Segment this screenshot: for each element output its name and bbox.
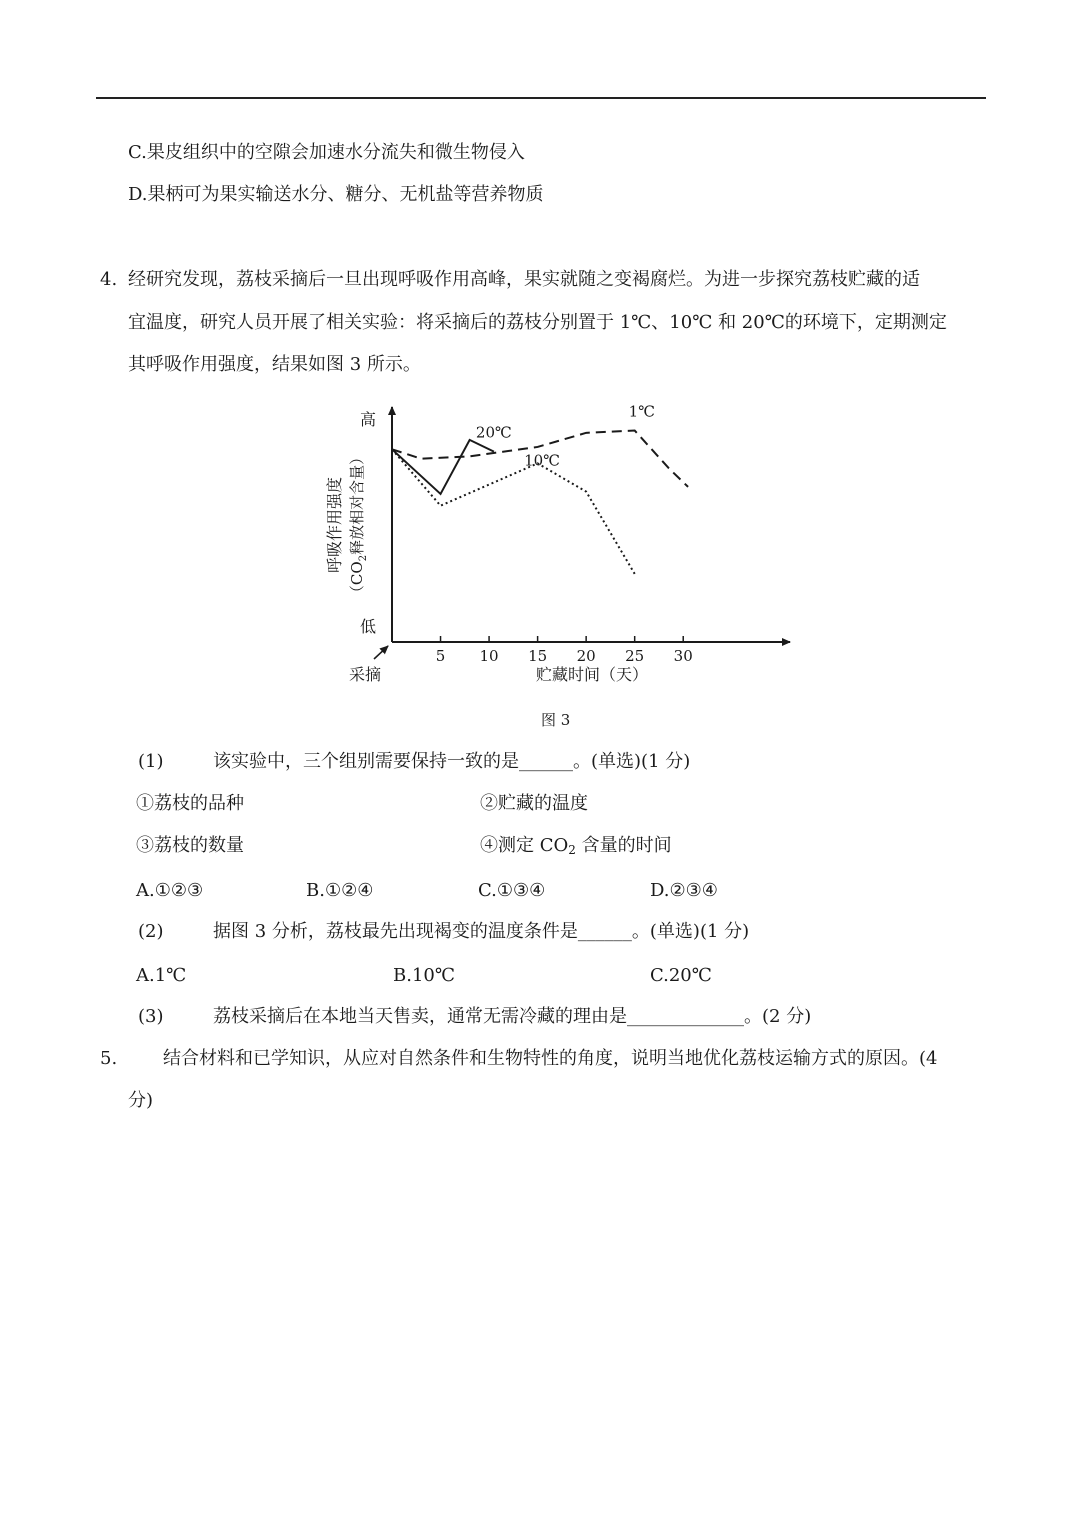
q4-1-option-b: B.①②④ <box>306 880 374 901</box>
q5-line-2: 分) <box>128 1090 154 1111</box>
q4-line-3: 其呼吸作用强度，结果如图 3 所示。 <box>128 354 421 375</box>
q4-2-option-c: C.20℃ <box>650 965 712 986</box>
q4-1-option-d: D.②③④ <box>650 880 718 901</box>
q4-1-stem: 该实验中，三个组别需要保持一致的是______。(单选)(1 分) <box>213 751 691 772</box>
q4-3-number: (3) <box>138 1006 164 1027</box>
y-low-label: 低 <box>359 617 377 636</box>
q4-1-option-c: C.①③④ <box>478 880 546 901</box>
q4-1-item-3: ③荔枝的数量 <box>136 835 244 856</box>
figure-caption: 图 3 <box>541 711 571 729</box>
x-tick-label: 20 <box>576 647 596 665</box>
origin-arrow <box>374 646 388 659</box>
q4-number: 4. <box>100 269 118 290</box>
q4-2-option-a: A.1℃ <box>136 965 187 986</box>
series-line <box>392 440 494 494</box>
q4-2-stem: 据图 3 分析，荔枝最先出现褐变的温度条件是______。(单选)(1 分) <box>213 921 750 942</box>
q4-1-option-a: A.①②③ <box>136 880 204 901</box>
x-tick-label: 10 <box>479 647 499 665</box>
q4-1-item-4: ④测定 $CO_2$ 含量的时间 <box>480 835 672 857</box>
q4-line-1: 经研究发现，荔枝采摘后一旦出现呼吸作用高峰，果实就随之变褐腐烂。为进一步探究荔枝贮藏的适 <box>128 269 920 290</box>
q4-3-stem: 荔枝采摘后在本地当天售卖，通常无需冷藏的理由是_____________。(2 分) <box>213 1006 812 1027</box>
q4-1-number: (1) <box>138 751 164 772</box>
q4-2-option-b: B.10℃ <box>393 965 455 986</box>
series-label: 20℃ <box>475 423 512 442</box>
series-label: 1℃ <box>628 402 656 421</box>
origin-label: 采摘 <box>348 665 382 684</box>
x-tick-label: 30 <box>673 647 693 665</box>
header-rule <box>96 97 986 99</box>
q4-1-item-1: ①荔枝的品种 <box>136 793 244 814</box>
option-d-prev: D.果柄可为果实输送水分、糖分、无机盐等营养物质 <box>128 184 544 205</box>
q5-number: 5. <box>100 1048 118 1069</box>
series-line <box>392 449 635 574</box>
q4-2-number: (2) <box>138 921 164 942</box>
figure-3-chart <box>320 395 800 695</box>
y-high-label: 高 <box>359 410 377 429</box>
x-tick-label: 5 <box>435 647 446 665</box>
q5-line-1: 结合材料和已学知识，从应对自然条件和生物特性的角度，说明当地优化荔枝运输方式的原因。(4 <box>163 1048 938 1069</box>
x-axis-label: 贮藏时间（天） <box>535 665 649 684</box>
q4-line-2: 宜温度，研究人员开展了相关实验：将采摘后的荔枝分别置于 1℃、10℃ 和 20℃的环境下，定期测定 <box>128 312 947 333</box>
y-axis-sublabel: （$CO_2$释放相对含量） <box>348 449 369 601</box>
y-axis-label: 呼吸作用强度 <box>325 476 344 574</box>
x-tick-label: 15 <box>528 647 548 665</box>
option-c-prev: C.果皮组织中的空隙会加速水分流失和微生物侵入 <box>128 142 525 163</box>
q4-1-item-2: ②贮藏的温度 <box>480 793 588 814</box>
x-tick-label: 25 <box>625 647 645 665</box>
series-label: 10℃ <box>524 451 561 470</box>
